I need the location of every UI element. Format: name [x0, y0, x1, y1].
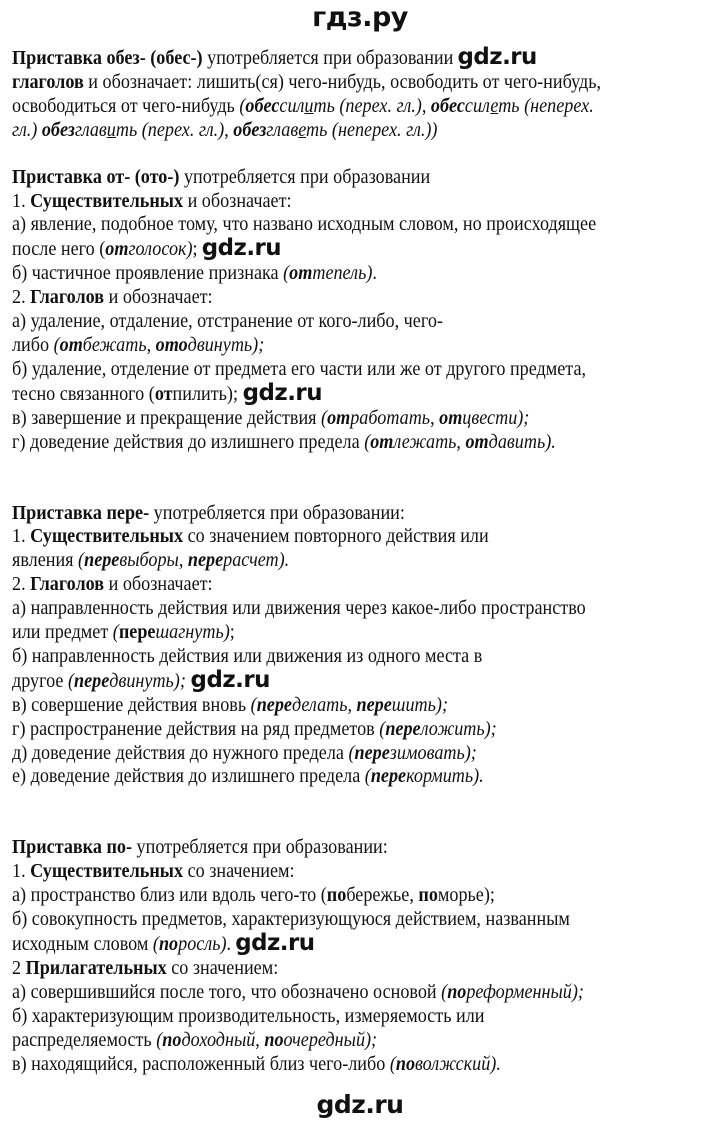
section-heading-line: [12, 166, 663, 190]
example-text: кормить).: [406, 766, 484, 788]
example-text: шить);: [391, 694, 448, 716]
example-text: (: [78, 550, 85, 572]
example-text: (: [156, 1029, 163, 1051]
document-body: [12, 46, 663, 1076]
gdz-watermark: gdz.ru: [190, 666, 270, 693]
text-line: [12, 597, 663, 621]
emphasized-text: пере: [356, 694, 392, 716]
example-text: (: [348, 742, 355, 764]
body-text: другое: [12, 670, 68, 692]
text-line: [12, 358, 663, 382]
text-line: [12, 645, 663, 669]
emphasized-text: по: [162, 1029, 182, 1051]
body-text: а) удаление, отдаление, отстранение от кого-либо, чего-: [12, 311, 443, 333]
body-text: либо: [12, 334, 54, 356]
text-line: [12, 190, 663, 214]
body-text: в) завершение и прекращение действия: [12, 407, 322, 429]
body-text: а) направленность действия или движения через какое-либо пространство: [12, 598, 586, 620]
text-line: [12, 119, 663, 143]
emphasized-text: Прилагательных: [25, 957, 167, 979]
body-text: е) доведение действия до излишнего предела: [12, 766, 365, 788]
body-text: распределяемость: [12, 1029, 157, 1051]
example-text: работать: [350, 407, 431, 429]
emphasized-text: по: [395, 1053, 416, 1075]
body-text: и обозначает:: [104, 574, 213, 596]
example-text: сил: [464, 95, 491, 117]
emphasized-text: от: [327, 407, 351, 429]
body-text: со значением:: [183, 861, 295, 883]
text-line: [12, 765, 663, 789]
emphasized-text: Приставка обез- (обес-): [12, 48, 203, 69]
example-text: (: [389, 1053, 396, 1075]
body-text: ,: [178, 550, 188, 572]
body-text: а) явление, подобное тому, что названо исходным словом, но происходящее: [12, 214, 597, 236]
text-line: [12, 310, 663, 334]
text-line: [12, 237, 663, 262]
example-text: волжский).: [415, 1053, 501, 1075]
example-text: (: [364, 431, 371, 453]
example-text: расчет).: [223, 550, 290, 572]
text-line: [12, 262, 663, 286]
body-text: д) доведение действия до нужного предела: [12, 742, 349, 764]
body-text: 1.: [12, 190, 31, 212]
example-text: голосок): [128, 239, 193, 261]
example-text: лежать: [393, 431, 457, 453]
body-text: б) характеризующим производительность, измеряемость или: [12, 1005, 485, 1027]
text-line: [12, 286, 663, 310]
body-text: или предмет: [12, 622, 113, 644]
example-text: (: [379, 718, 386, 740]
text-line: [12, 379, 663, 407]
emphasized-text: Глаголов: [30, 287, 105, 309]
example-text: е: [490, 95, 499, 117]
emphasized-text: Существительных: [30, 526, 184, 548]
emphasized-text: Существительных: [30, 190, 184, 212]
body-text: тесно связанного (: [12, 383, 155, 405]
text-line: [12, 908, 663, 932]
text-line: [12, 95, 663, 119]
emphasized-text: от: [370, 431, 394, 453]
emphasized-text: Глаголов: [30, 574, 105, 596]
example-text: зимовать);: [389, 742, 477, 764]
body-text: г) распространение действия на ряд предметов: [12, 718, 380, 740]
body-text: .: [372, 263, 377, 285]
emphasized-text: пере: [256, 694, 292, 716]
section-heading-line: [12, 46, 663, 71]
emphasized-text: Приставка по-: [12, 837, 133, 859]
site-footer-watermark: gdz.ru: [316, 1090, 404, 1119]
text-line: [12, 957, 663, 981]
example-text: и: [106, 119, 116, 141]
body-text: ;: [229, 622, 235, 644]
emphasized-text: по: [326, 885, 347, 907]
body-text: 2.: [12, 287, 31, 309]
emphasized-text: по: [447, 981, 467, 1003]
body-text: и обозначает:: [183, 190, 292, 212]
body-text: пилить);: [172, 383, 243, 405]
body-text: ,: [456, 431, 466, 453]
example-text: е: [298, 119, 307, 141]
body-text: 2.: [12, 574, 31, 596]
text-line: [12, 981, 663, 1005]
text-line: [12, 666, 663, 694]
body-text: б) удаление, отделение от предмета его части или же от другого предмета,: [12, 358, 587, 380]
text-line: [12, 884, 663, 908]
body-text: 1.: [12, 861, 31, 883]
emphasized-text: пере: [354, 742, 390, 764]
emphasized-text: глаголов: [12, 71, 84, 93]
text-line: [12, 573, 663, 597]
text-line: [12, 742, 663, 766]
example-text: ложить);: [420, 718, 497, 740]
example-text: (: [364, 766, 371, 788]
emphasized-text: от: [465, 431, 489, 453]
text-line: [12, 932, 663, 957]
text-line: [12, 549, 663, 573]
example-text: (: [112, 622, 119, 644]
example-text: ть (перех. гл.): [115, 119, 225, 141]
body-text: ,: [255, 1029, 265, 1051]
emphasized-text: Приставка пере-: [12, 502, 150, 524]
text-line: [12, 407, 663, 431]
body-text: употребляется при образовании: [179, 166, 431, 188]
emphasized-text: обез: [41, 119, 75, 141]
body-text: употребляется при образовании:: [149, 502, 405, 524]
example-text: выборы: [119, 550, 179, 572]
example-text: очередный);: [283, 1029, 378, 1051]
body-text: в) совершение действия вновь: [12, 694, 251, 716]
example-text: ть (неперех.: [498, 95, 594, 117]
example-text: (: [283, 263, 290, 285]
emphasized-text: ото: [155, 334, 188, 356]
text-line: [12, 718, 663, 742]
emphasized-text: пере: [118, 622, 156, 644]
body-text: явления: [12, 550, 79, 572]
body-text: употребляется при образовании:: [132, 837, 388, 859]
emphasized-text: пере: [370, 766, 407, 788]
emphasized-text: Существительных: [30, 861, 184, 883]
text-line: [12, 1053, 663, 1077]
text-line: [12, 213, 663, 237]
emphasized-text: пере: [385, 718, 421, 740]
site-header-watermark: гдз.ру: [312, 2, 408, 33]
emphasized-text: обес: [430, 95, 465, 117]
emphasized-text: пере: [187, 550, 224, 572]
emphasized-text: от: [289, 263, 313, 285]
body-text: бережье,: [346, 885, 419, 907]
example-text: ть (перех. гл.): [313, 95, 422, 117]
example-text: тепель): [312, 263, 373, 285]
body-text: г) доведение действия до излишнего предела: [12, 431, 365, 453]
text-line: [12, 334, 663, 358]
body-text: исходным словом: [12, 934, 153, 955]
example-text: давить).: [488, 431, 556, 453]
emphasized-text: от: [439, 407, 463, 429]
body-text: в) находящийся, расположенный близ чего-либо: [12, 1053, 390, 1075]
section-heading-line: [12, 836, 663, 860]
example-text: и: [304, 95, 314, 117]
body-text: и обозначает: лишить(ся) чего-нибудь, освободить от чего-нибудь,: [83, 71, 602, 93]
body-text: б) направленность действия или движения из одного места в: [12, 645, 483, 667]
emphasized-text: от: [154, 383, 173, 405]
example-text: цвести);: [462, 407, 530, 429]
text-line: [12, 71, 663, 95]
example-text: бежать: [82, 334, 147, 356]
example-text: (: [441, 981, 448, 1003]
text-line: [12, 1005, 663, 1029]
example-text: сил: [279, 95, 305, 117]
body-text: а) пространство близ или вдоль чего-то (: [12, 885, 327, 907]
gdz-watermark: gdz.ru: [242, 379, 322, 406]
body-text: .: [226, 934, 236, 955]
text-line: [12, 1029, 663, 1053]
text-line: [12, 525, 663, 549]
body-text: со значением повторного действия или: [183, 526, 489, 548]
gdz-watermark: gdz.ru: [235, 930, 315, 956]
body-text: 1.: [12, 526, 31, 548]
body-text: ,: [430, 407, 440, 429]
section-prefix-ot: [12, 166, 663, 455]
example-text: росль): [178, 934, 227, 955]
example-text: (: [152, 934, 159, 955]
emphasized-text: от: [105, 239, 129, 261]
gdz-watermark: gdz.ru: [202, 235, 282, 262]
emphasized-text: по: [264, 1029, 284, 1051]
example-text: доходный: [181, 1029, 256, 1051]
body-text: ,: [146, 334, 156, 356]
example-text: двинуть);: [187, 334, 265, 356]
emphasized-text: обес: [245, 95, 280, 117]
emphasized-text: по: [158, 934, 179, 955]
example-text: (: [321, 407, 328, 429]
body-text: морье);: [437, 885, 495, 907]
example-text: двинуть);: [109, 670, 186, 692]
body-text: б) частичное проявление признака: [12, 263, 284, 285]
body-text: и обозначает:: [104, 287, 213, 309]
example-text: глав: [266, 119, 299, 141]
text-line: [12, 431, 663, 455]
body-text: ;: [192, 239, 203, 261]
example-text: глав: [74, 119, 107, 141]
body-text: ,: [347, 694, 357, 716]
body-text: а) совершившийся после того, что обозначено основой: [12, 981, 442, 1003]
emphasized-text: пере: [84, 550, 120, 572]
example-text: (: [239, 95, 246, 117]
example-text: шагнуть): [155, 622, 230, 644]
gdz-watermark: gdz.ru: [457, 44, 538, 70]
body-text: ,: [421, 95, 431, 117]
body-text: употребляется при образовании: [202, 48, 458, 69]
example-text: ть (неперех. гл.)): [306, 119, 438, 141]
body-text: после него (: [12, 239, 106, 261]
text-line: [12, 694, 663, 718]
text-line: [12, 860, 663, 884]
section-heading-line: [12, 502, 663, 526]
body-text: освободиться от чего-нибудь: [12, 95, 240, 117]
emphasized-text: Приставка от- (ото-): [12, 166, 180, 188]
emphasized-text: пере: [74, 670, 110, 692]
body-text: ,: [224, 119, 234, 141]
section-prefix-po: [12, 836, 663, 1076]
section-prefix-obez: [12, 46, 663, 143]
example-text: гл.): [12, 119, 42, 141]
emphasized-text: по: [418, 885, 438, 907]
example-text: (: [53, 334, 60, 356]
example-text: реформенный);: [466, 981, 584, 1003]
emphasized-text: от: [59, 334, 83, 356]
emphasized-text: обез: [233, 119, 267, 141]
body-text: со значением:: [166, 957, 279, 979]
section-prefix-pere: [12, 502, 663, 790]
body-text: б) совокупность предметов, характеризующуюся действием, названным: [12, 909, 570, 931]
body-text: 2: [12, 957, 26, 979]
example-text: (: [67, 670, 75, 692]
example-text: (: [250, 694, 257, 716]
example-text: делать: [291, 694, 348, 716]
text-line: [12, 621, 663, 645]
